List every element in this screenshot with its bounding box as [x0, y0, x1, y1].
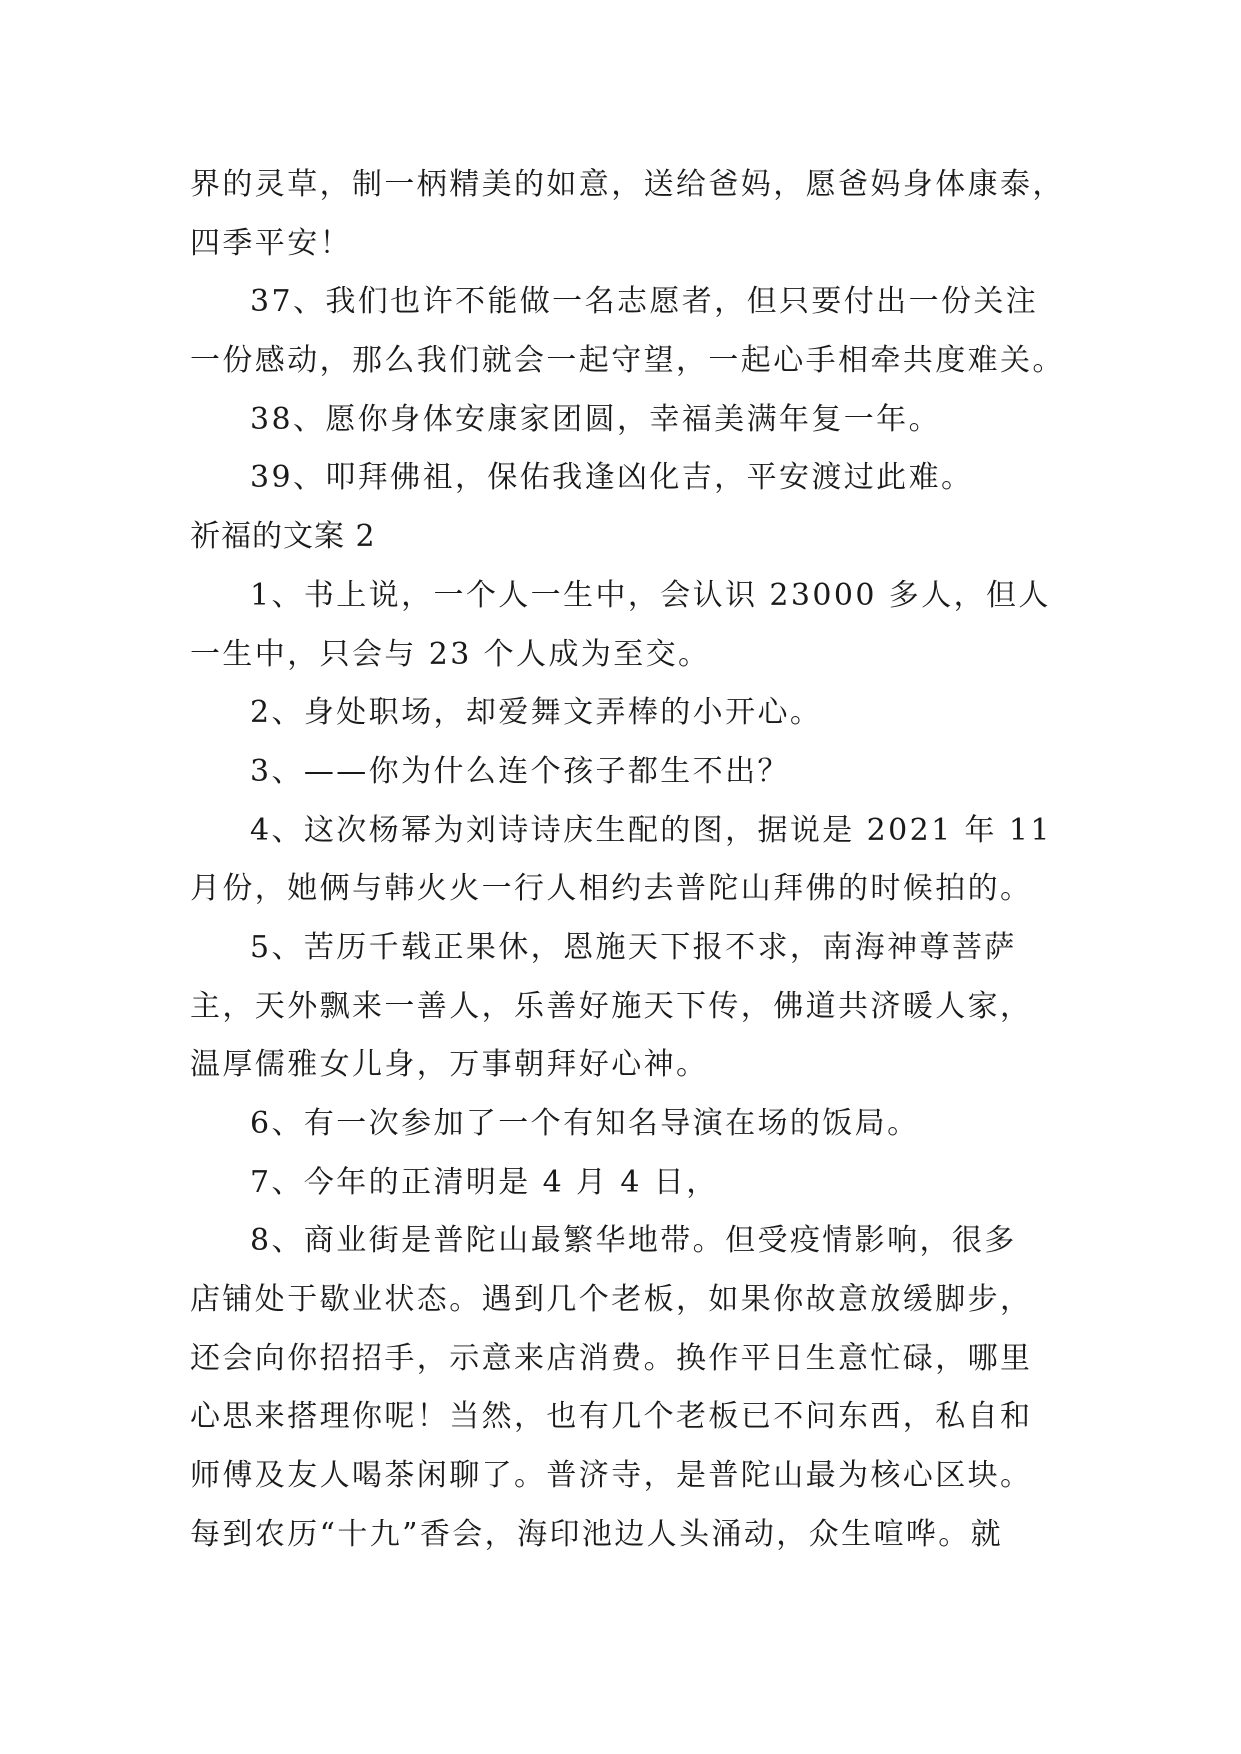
text-line: 界的灵草，制一柄精美的如意，送给爸妈，愿爸妈身体康泰， [190, 167, 1065, 202]
text-line: 主，天外飘来一善人，乐善好施天下传，佛道共济暖人家， [190, 988, 1033, 1024]
text-line: 每到农历“十九”香会，海印池边人头涌动，众生喧哗。就 [190, 1516, 1004, 1552]
text-line: 一份感动，那么我们就会一起守望，一起心手相牵共度难关。 [190, 343, 1065, 379]
text-line: 心思来搭理你呢！当然，也有几个老板已不问东西，私自和 [190, 1399, 1033, 1435]
text-line: 38、愿你身体安康家团圆，幸福美满年复一年。 [250, 401, 941, 437]
section-heading: 祈福的文案 2 [190, 519, 376, 555]
text-line: 7、今年的正清明是 4 月 4 日， [250, 1164, 719, 1200]
text-line: 一生中，只会与 23 个人成为至交。 [190, 636, 711, 672]
text-line: 月份，她俩与韩火火一行人相约去普陀山拜佛的时候拍的。 [190, 871, 1033, 907]
text-line: 8、商业街是普陀山最繁华地带。但受疫情影响，很多 [250, 1223, 1017, 1259]
text-line: 4、这次杨幂为刘诗诗庆生配的图，据说是 2021 年 11 [250, 812, 1052, 848]
text-line: 还会向你招招手，示意来店消费。换作平日生意忙碌，哪里 [190, 1340, 1033, 1376]
text-line: 温厚儒雅女儿身，万事朝拜好心神。 [190, 1047, 709, 1083]
text-line: 6、有一次参加了一个有知名导演在场的饭局。 [250, 1106, 920, 1141]
text-line: 师傅及友人喝茶闲聊了。普济寺，是普陀山最为核心区块。 [190, 1458, 1033, 1494]
text-line: 3、——你为什么连个孩子都生不出？ [250, 753, 790, 789]
document-page [190, 156, 1065, 1565]
text-line: 店铺处于歇业状态。遇到几个老板，如果你故意放缓脚步， [190, 1282, 1033, 1318]
text-line: 37、我们也许不能做一名志愿者，但只要付出一份关注 [250, 284, 1039, 320]
text-line: 1、书上说，一个人一生中，会认识 23000 多人，但人 [250, 577, 1051, 613]
text-line: 2、身处职场，却爱舞文弄棒的小开心。 [250, 695, 823, 731]
text-line: 5、苦历千载正果休，恩施天下报不求，南海神尊菩萨 [250, 929, 1017, 965]
text-line: 四季平安！ [190, 225, 352, 261]
text-line: 39、叩拜佛祖，保佑我逢凶化吉，平安渡过此难。 [250, 460, 974, 496]
